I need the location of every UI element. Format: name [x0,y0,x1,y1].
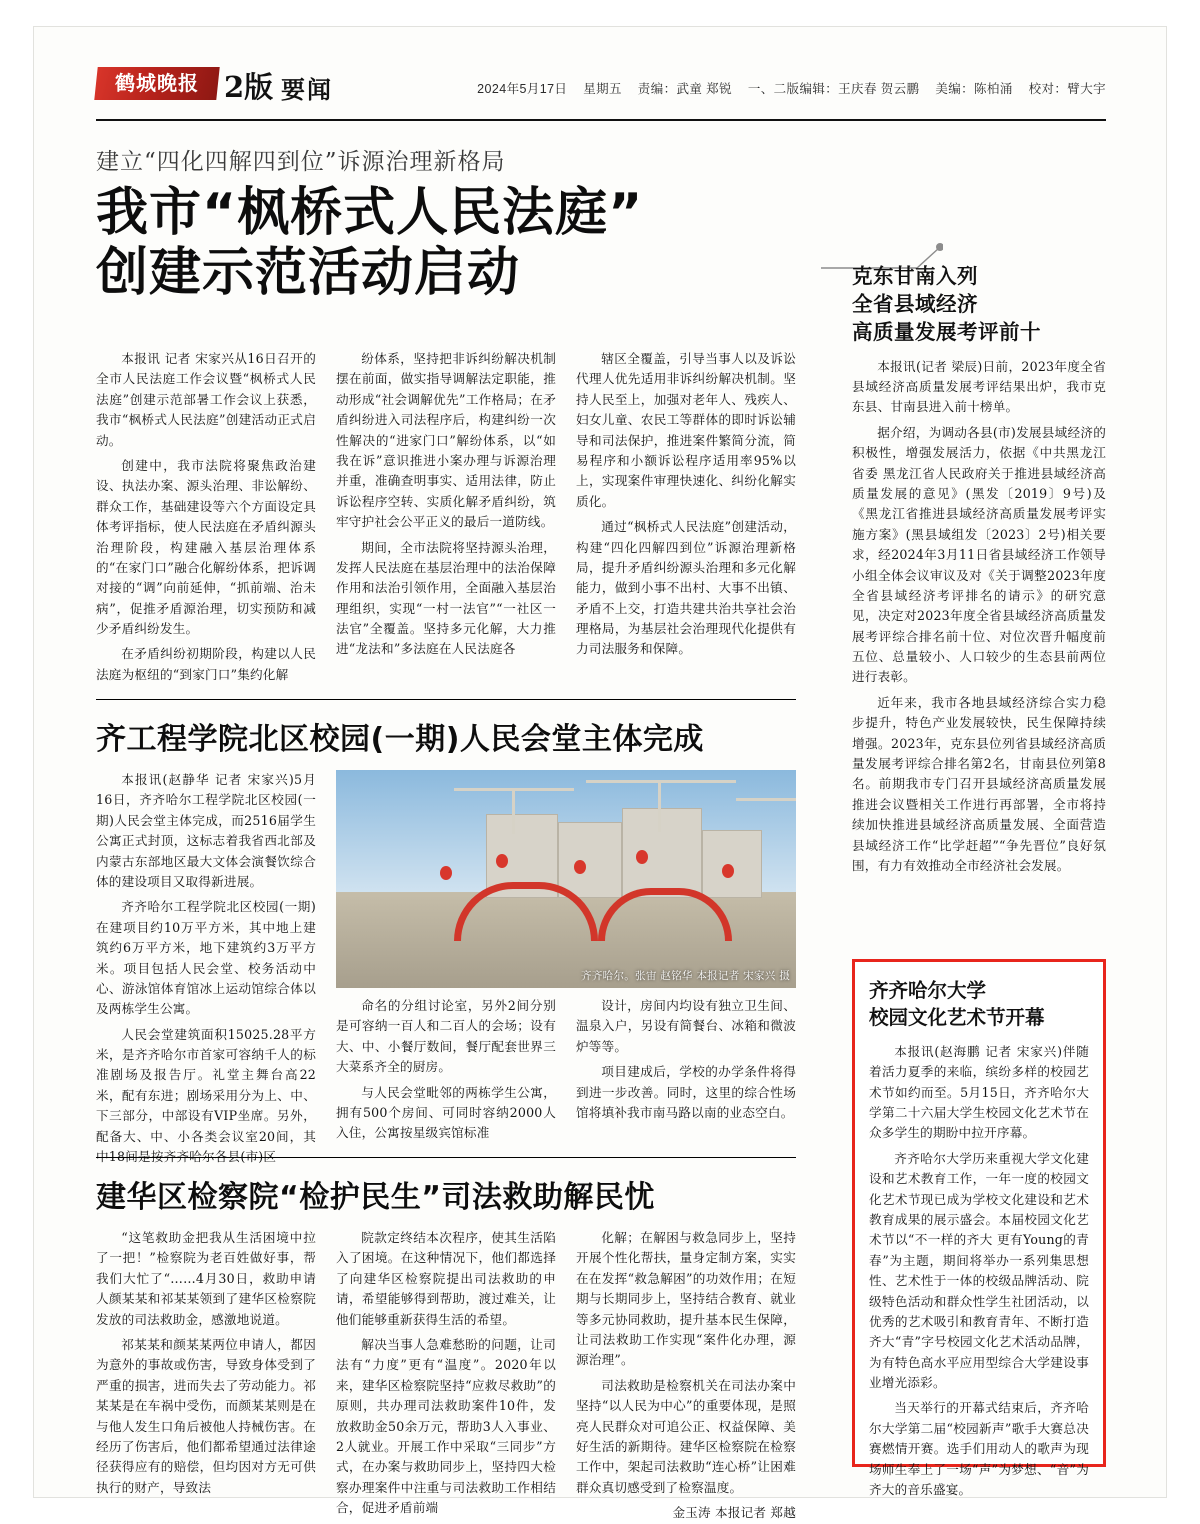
second-article [96,699,796,1172]
masthead-meta [465,79,1106,97]
photo-building [558,822,622,898]
paragraph: 本报讯(赵静华 记者 宋家兴)5月16日，齐齐哈尔工程学院北区校园(一期)人民会堂主体完成，而2516届学生公寓正式封顶，这标志着我省西北部及内蒙古东部地区最大文体会演餐饮综合体的建设项目又取得新进展。 [96,772,316,889]
boxed-article-headline [869,978,1089,1032]
lead-headline-line2: 创建示范活动启动 [96,242,521,303]
proofreader: 校对：臂大宇 [1028,82,1106,96]
page-number: 2版 [224,70,274,104]
photo-balloon [440,866,452,880]
second-article-body [96,770,796,1172]
paragraph: 通过“枫桥式人民法庭”创建活动，构建“四化四解四到位”诉源治理新格局，提升矛盾纠纷源头治理和多元化解能力，做到小事不出村、大事不出镇、矛盾不上交，打造共建共治共享社会治理格局，为基层社会治理现代化提供有力司法服务和保障。 [576,519,796,657]
second-article-headline: 齐工程学院北区校园(一期)人民会堂主体完成 [96,699,796,758]
third-article-column-2 [336,1228,556,1524]
paragraph: 本报讯(记者 梁辰)日前，2023年度全省县域经济高质量发展考评结果出炉，我市克东县、甘南县进入前十榜单。 [852,358,1106,415]
issue-weekday: 星期五 [583,82,622,96]
paragraph: 本报讯(赵海鹏 记者 宋家兴)伴随着活力夏季的来临，缤纷多样的校园艺术节如约而至。5月15日，齐齐哈尔大学第二十六届大学生校园文化艺术节在众多学生的期盼中拉开序幕。 [869,1043,1089,1141]
paragraph: 解决当事人急难愁盼的问题，让司法有“力度”更有“温度”。2020年以来，建华区检察院坚持“应救尽救助”的原则，共办理司法救助案件10件，发放救助金50余万元，帮助3人入事业、2人就业。开展工作中采取“三同步”方式，在办案与救助同步上，坚持四大检察办理案件中注重与司法救助工作相结合，促进矛盾前端 [336,1336,556,1516]
second-article-column-2 [336,770,796,1172]
lead-headline-line1: 我市“枫桥式人民法庭” [96,183,644,243]
boxed-article-body [869,1042,1089,1501]
photo-building [622,808,702,898]
sidebar-headline-line1: 克东甘南入列 [852,264,978,288]
second-article-column-2b [576,996,796,1149]
third-article-headline: 建华区检察院“检护民生”司法救助解民忧 [96,1157,796,1216]
photo-caption: 齐齐哈尔。张宙 赵铭华 本报记者 宋家兴 摄 [581,970,790,982]
lead-kicker: 建立“四化四解四到位”诉源治理新格局 [96,149,506,175]
newspaper-logo [94,67,219,100]
masthead [96,67,1106,121]
paragraph: 齐齐哈尔大学历来重视大学文化建设和艺术教育工作，一年一度的校园文化艺术节现已成为学校文化建设和艺术教育成果的展示盛会。本届校园文化艺术节以“不一样的齐大 更有Young的青春”为主题，期间将举办一系列集思想性、艺术性于一体的校级品牌活动、院级特色活动和群众性学生社团活动，以优秀的艺术吸引和教育青年、不断打造齐大“青”字号校园文化艺术活动品牌，为有特色高水平应用型综合大学建设事业增光添彩。 [869,1150,1089,1391]
lead-article-header [96,143,796,304]
paragraph: 司法救助是检察机关在司法办案中坚持“以人民为中心”的重要体现，是照亮人民群众对可追公正、权益保障、美好生活的新期待。建华区检察院在检察工作中，架起司法救助“连心桥”让困难群众真切感受到了检察温度。 [576,1377,796,1495]
photo-crane [658,780,661,832]
newspaper-logo-text: 鹤城晚报 [115,71,199,95]
sidebar-headline [852,263,1106,347]
paragraph: “这笔救助金把我从生活困境中拉了一把！”检察院为老百姓做好事，帮我们大忙了“……4月30日，救助申请人颜某某和祁某某领到了建华区检察院发放的司法救助金，感激地说道。 [96,1230,316,1327]
second-article-column-1 [96,770,316,1172]
paragraph: 齐齐哈尔工程学院北区校园(一期)在建项目约10万平方米，其中地上建筑约6万平方米，地下建筑约3万平方米。项目包括人民会堂、校务活动中心、游泳馆体育馆冰上运动馆综合体以及两栋学生公寓。 [96,899,316,1017]
section-title: 要闻 [281,75,333,104]
construction-photo [336,770,796,988]
third-article-byline: 金玉涛 本报记者 郑越 [672,1505,796,1521]
photo-balloon [496,854,508,868]
third-article-body [96,1228,796,1524]
editor-art: 美编：陈柏涌 [935,82,1013,96]
photo-building [702,830,762,898]
sidebar-headline-line2: 全省县域经济 [852,291,978,316]
lead-column-1 [96,349,316,690]
photo-balloon [722,864,734,878]
photo-crane [512,788,515,834]
editor-pages: 一、二版编辑：王庆春 贺云鹏 [747,82,920,96]
paragraph: 化解；在解困与救急同步上，坚持开展个性化帮扶，量身定制方案，实实在在发挥“救急解困”的功效作用；在短期与长期同步上，坚持结合教育、就业等多元协同救助，提升基本民生保障，让司法救助工作实现“案件化办理，源源治理”。 [576,1230,796,1368]
paragraph: 纷体系，坚持把非诉纠纷解决机制摆在前面，做实指导调解法定职能，推动形成“社会调解优先”工作格局；在矛盾纠纷进入司法程序后，构建纠纷一次性解决的“进家门口”解纷体系，以“如我在诉”意识推进小案办理与诉源治理并重，准确查明事实、适用法律，防止诉讼程序空转、实质化解矛盾纠纷，筑牢守护社会公平正义的最后一道防线。 [336,351,556,530]
third-article-column-3 [576,1228,796,1524]
sidebar-body [852,357,1106,877]
paragraph: 命名的分组讨论室，另外2间分别是可容纳一百人和二百人的会场；设有大、中、小餐厅数间，餐厅配套世界三大菜系齐全的厨房。 [336,998,556,1075]
lead-headline [96,184,796,304]
page-content [96,67,1106,1521]
paragraph: 人民会堂建筑面积15025.28平方米，是齐齐哈尔市首家可容纳千人的标准剧场及报告厅。礼堂主舞台高22米，配有东进；剧场采用分为上、中、下三部分，中部设有VIP坐席。另外，配备大、中、小各类会议室20间，其中18间是按齐齐哈尔各县(市)区 [96,1026,316,1165]
paragraph: 与人民会堂毗邻的两栋学生公寓，拥有500个房间、可同时容纳2000人入住，公寓按星级宾馆标准 [336,1084,556,1141]
paragraph: 近年来，我市各地县域经济综合实力稳步提升，特色产业发展较快，民生保障持续增强。2023年，克东县位列省县域经济高质量发展考评综合排名第2名，甘南县位列第8名。前期我市专门召开县域经济高质量发展推进会议暨相关工作进行再部署，全市将持续加快推进县域经济高质量发展、全面营造县域经济工作“比学赶超”“争先晋位”良好氛围，有力有效推动全市经济社会发展。 [852,694,1106,873]
paper-sheet [33,26,1167,1521]
editor-chief: 责编：武童 郑锐 [637,82,732,96]
photo-crane [586,780,736,783]
photo-balloon [636,850,648,864]
third-article [96,1157,796,1524]
third-article-column-1 [96,1228,316,1524]
boxed-article [852,959,1106,1498]
lead-article-body [96,349,796,690]
boxed-headline-line2: 校园文化艺术节开幕 [869,1005,1045,1029]
sidebar-article [852,263,1106,881]
boxed-headline-line1: 齐齐哈尔大学 [869,979,987,1002]
paragraph: 项目建成后，学校的办学条件将得到进一步改善。同时，这里的综合性场馆将填补我市南马路以南的业态空白。 [576,1064,796,1120]
paragraph: 在矛盾纠纷初期阶段，构建以人民法庭为枢纽的“到家门口”集约化解 [96,646,316,682]
paragraph: 创建中，我市法院将聚焦政治建设、执法办案、源头治理、非讼解纷、群众工作，基础建设等六个方面设定具体考评指标，使人民法庭在矛盾纠源头治理阶段，构建融入基层治理体系的“在家门口”融合化解纷体系，把诉调对接的“调”向前延伸，“抓前端、治未病”，促推矛盾源治理，切实预防和减少矛盾纠纷发生。 [96,457,316,637]
lead-column-2 [336,349,556,690]
sidebar-headline-line3: 高质量发展考评前十 [852,319,1041,344]
issue-date: 2024年5月17日 [477,82,568,96]
paragraph: 当天举行的开幕式结束后，齐齐哈尔大学第二届“校园新声”歌手大赛总决赛燃情开赛。选手们用动人的歌声为现场师生奉上了一场“声”为梦想、“音”为齐大的音乐盛宴。 [869,1400,1089,1498]
lead-column-3 [576,349,796,690]
photo-balloon [574,860,586,874]
paragraph: 期间，全市法院将坚持源头治理，发挥人民法庭在基层治理中的法治保障作用和法治引领作用，全面融入基层治理组织，实现“一村一法官”“一社区一法官”全覆盖。坚持多元化解，大力推进“龙法和”多法庭在人民法庭各 [336,539,556,657]
paragraph: 辖区全覆盖，引导当事人以及诉讼代理人优先适用非诉纠纷解决机制。坚持人民至上，加强对老年人、残疾人、妇女儿童、农民工等群体的即时诉讼辅导和司法保护，推进案件繁简分流，简易程序和小额诉讼程序适用率95%以上，实现案件审理快速化、纠纷化解实质化。 [576,351,796,509]
paragraph: 设计，房间内均设有独立卫生间、温泉入户，另设有简餐台、冰箱和微波炉等等。 [576,998,796,1054]
paragraph: 本报讯 记者 宋家兴从16日召开的全市人民法庭工作会议暨“枫桥式人民法庭”创建示范部暑工作会议上获悉，我市“枫桥式人民法庭”创建活动正式启动。 [96,351,316,448]
second-article-column-2a [336,996,556,1149]
paragraph: 据介绍，为调动各县(市)发展县域经济的积极性，增强发展活力，依据《中共黑龙江省委 黑龙江省人民政府关于推进县域经济高质量发展的意见》(黑发〔2019〕9号)及《黑龙江省推进县域经济高质量发展考评实施方案》(黑县域组发〔2023〕2号)相关要求，经2024年3月11日省县域经济工作领导小组全体会议审议及对《关于调整2023年度全省县域经济考评排名的请示》的研究意见，决定对2023年度全省县域经济高质量发展考评综合排名前十位、对位次晋升幅度前五位、总量较小、人口较少的生态县前两位进行表彰。 [852,424,1106,685]
paragraph: 祁某某和颜某某两位申请人，都因为意外的事故或伤害，导致身体受到了严重的损害，进而失去了劳动能力。祁某某是在车祸中受伤，而颜某某则是在与他人发生口角后被他人持械伤害。在经历了伤害后，他们都希望通过法律途径获得应有的赔偿，但均因对方无可供执行的财产，导致法 [96,1336,316,1495]
photo-crane [736,798,796,801]
paragraph: 院款定终结本次程序，使其生活陷入了困境。在这种情况下，他们都选择了向建华区检察院提出司法救助的申请，希望能够得到帮助，渡过难关，让他们能够重新获得生活的希望。 [336,1230,556,1327]
